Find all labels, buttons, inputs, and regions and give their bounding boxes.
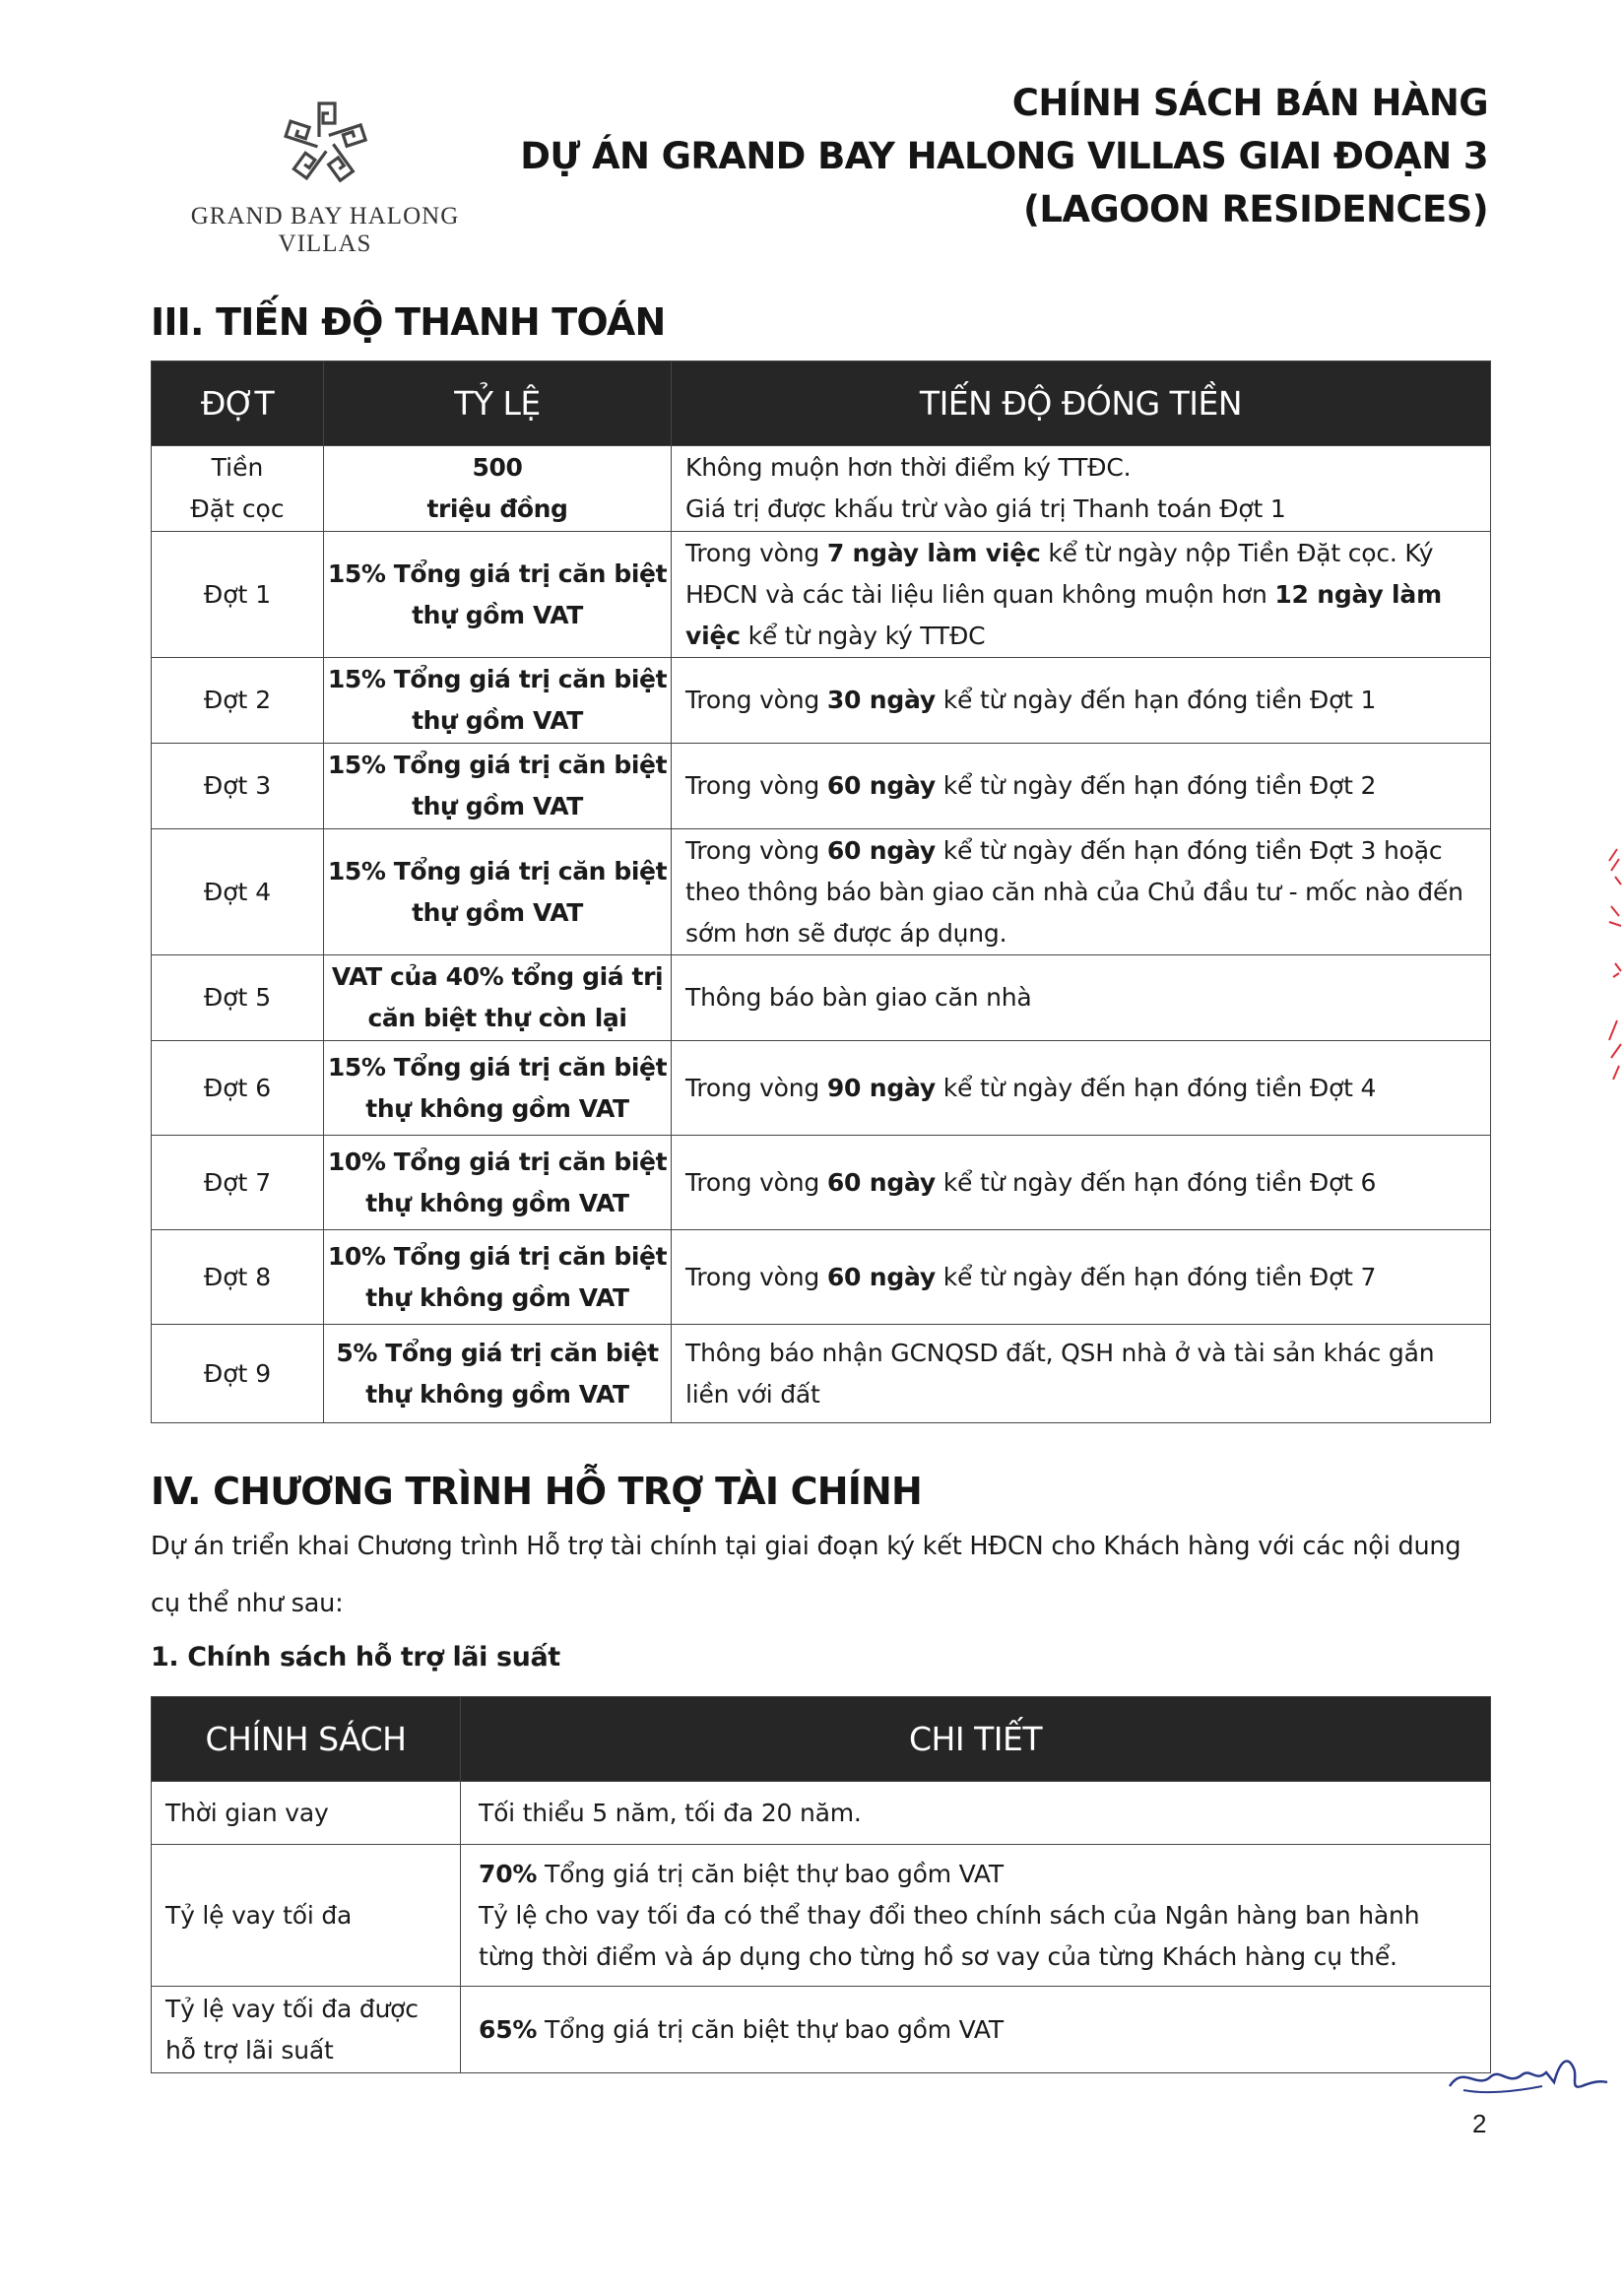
- payment-rate-cell: 15% Tổng giá trị căn biệt thự không gồm VAT: [324, 1041, 672, 1136]
- table-row: [152, 829, 1491, 955]
- payment-progress-cell: Trong vòng 90 ngày kể từ ngày đến hạn đóng tiền Đợt 4: [672, 1041, 1491, 1136]
- title-line-2: DỰ ÁN GRAND BAY HALONG VILLAS GIAI ĐOẠN 3: [520, 135, 1488, 177]
- column-header-rate: TỶ LỆ: [324, 361, 672, 446]
- payment-rate-cell: 10% Tổng giá trị căn biệt thự không gồm VAT: [324, 1136, 672, 1230]
- table-row: [152, 744, 1491, 829]
- table-row: [152, 1136, 1491, 1230]
- table-row: [152, 1782, 1491, 1845]
- page-number: 2: [1472, 2109, 1487, 2138]
- payment-progress-cell: Trong vòng 60 ngày kể từ ngày đến hạn đóng tiền Đợt 7: [672, 1230, 1491, 1325]
- policy-cell: Thời gian vay: [152, 1782, 461, 1845]
- title-line-3: (LAGOON RESIDENCES): [1023, 188, 1488, 230]
- document-title: [520, 77, 1488, 236]
- section-3-heading: III. TIẾN ĐỘ THANH TOÁN: [151, 300, 666, 344]
- table-row: [152, 532, 1491, 658]
- table-row: [152, 446, 1491, 532]
- payment-rate-cell: 10% Tổng giá trị căn biệt thự không gồm VAT: [324, 1230, 672, 1325]
- table-row: [152, 1230, 1491, 1325]
- payment-progress-cell: Không muộn hơn thời điểm ký TTĐC. Giá trị được khấu trừ vào giá trị Thanh toán Đợt 1: [672, 446, 1491, 532]
- title-line-1: CHÍNH SÁCH BÁN HÀNG: [1011, 82, 1488, 124]
- payment-rate-cell: 15% Tổng giá trị căn biệt thự gồm VAT: [324, 532, 672, 658]
- payment-installment-cell: Đợt 8: [152, 1230, 324, 1325]
- payment-progress-cell: Thông báo bàn giao căn nhà: [672, 955, 1491, 1041]
- column-header-progress: TIẾN ĐỘ ĐÓNG TIỀN: [672, 361, 1491, 446]
- company-logo: [148, 95, 502, 258]
- payment-installment-cell: Đợt 6: [152, 1041, 324, 1136]
- payment-progress-cell: Trong vòng 7 ngày làm việc kể từ ngày nộp Tiền Đặt cọc. Ký HĐCN và các tài liệu liên quan không muộn hơn 12 ngày làm việc kể từ ngày ký TTĐC: [672, 532, 1491, 658]
- detail-cell: Tối thiểu 5 năm, tối đa 20 năm.: [461, 1782, 1491, 1845]
- payment-progress-cell: Trong vòng 30 ngày kể từ ngày đến hạn đóng tiền Đợt 1: [672, 658, 1491, 744]
- column-header-dot: ĐỢT: [152, 361, 324, 446]
- section-4-heading: IV. CHƯƠNG TRÌNH HỖ TRỢ TÀI CHÍNH: [151, 1470, 923, 1513]
- payment-installment-cell: Đợt 9: [152, 1325, 324, 1423]
- payment-installment-cell: Tiền Đặt cọc: [152, 446, 324, 532]
- table-row: [152, 1845, 1491, 1987]
- detail-cell: 65% Tổng giá trị căn biệt thự bao gồm VAT: [461, 1987, 1491, 2073]
- payment-progress-cell: Trong vòng 60 ngày kể từ ngày đến hạn đóng tiền Đợt 3 hoặc theo thông báo bàn giao căn nhà của Chủ đầu tư - mốc nào đến sớm hơn sẽ được áp dụng.: [672, 829, 1491, 955]
- policy-cell: Tỷ lệ vay tối đa được hỗ trợ lãi suất: [152, 1987, 461, 2073]
- payment-installment-cell: Đợt 7: [152, 1136, 324, 1230]
- payment-installment-cell: Đợt 4: [152, 829, 324, 955]
- table-row: [152, 658, 1491, 744]
- payment-rate-cell: 500 triệu đồng: [324, 446, 672, 532]
- payment-progress-cell: Trong vòng 60 ngày kể từ ngày đến hạn đóng tiền Đợt 2: [672, 744, 1491, 829]
- payment-installment-cell: Đợt 5: [152, 955, 324, 1041]
- handwritten-signature: [1444, 2047, 1611, 2106]
- payment-rate-cell: 15% Tổng giá trị căn biệt thự gồm VAT: [324, 744, 672, 829]
- payment-installment-cell: Đợt 3: [152, 744, 324, 829]
- flower-logo-icon: [274, 95, 376, 191]
- policy-cell: Tỷ lệ vay tối đa: [152, 1845, 461, 1987]
- table-row: [152, 1325, 1491, 1423]
- column-header-detail: CHI TIẾT: [461, 1697, 1491, 1782]
- table-row: [152, 1041, 1491, 1136]
- section-4-intro: Dự án triển khai Chương trình Hỗ trợ tài chính tại giai đoạn ký kết HĐCN cho Khách hàng với các nội dung cụ thể như sau:: [151, 1532, 1461, 1618]
- payment-rate-cell: 15% Tổng giá trị căn biệt thự gồm VAT: [324, 658, 672, 744]
- detail-cell: 70% Tổng giá trị căn biệt thự bao gồm VAT Tỷ lệ cho vay tối đa có thể thay đổi theo chính sách của Ngân hàng ban hành từng thời điểm và áp dụng cho từng hồ sơ vay của từng Khách hàng cụ thể.: [461, 1845, 1491, 1987]
- financial-support-table: [151, 1696, 1491, 2073]
- payment-installment-cell: Đợt 2: [152, 658, 324, 744]
- table-header-row: [152, 361, 1491, 446]
- payment-rate-cell: 5% Tổng giá trị căn biệt thự không gồm VAT: [324, 1325, 672, 1423]
- payment-progress-cell: Trong vòng 60 ngày kể từ ngày đến hạn đóng tiền Đợt 6: [672, 1136, 1491, 1230]
- subsection-heading: 1. Chính sách hỗ trợ lãi suất: [151, 1642, 560, 1673]
- payment-progress-cell: Thông báo nhận GCNQSD đất, QSH nhà ở và tài sản khác gắn liền với đất: [672, 1325, 1491, 1423]
- table-header-row: [152, 1697, 1491, 1782]
- payment-rate-cell: 15% Tổng giá trị căn biệt thự gồm VAT: [324, 829, 672, 955]
- payment-schedule-table: [151, 361, 1491, 1423]
- payment-rate-cell: VAT của 40% tổng giá trị căn biệt thự còn lại: [324, 955, 672, 1041]
- table-row: [152, 955, 1491, 1041]
- logo-text: GRAND BAY HALONG VILLAS: [190, 203, 460, 257]
- table-row: [152, 1987, 1491, 2073]
- column-header-policy: CHÍNH SÁCH: [152, 1697, 461, 1782]
- red-stamp-fragment: [1605, 847, 1623, 1083]
- payment-installment-cell: Đợt 1: [152, 532, 324, 658]
